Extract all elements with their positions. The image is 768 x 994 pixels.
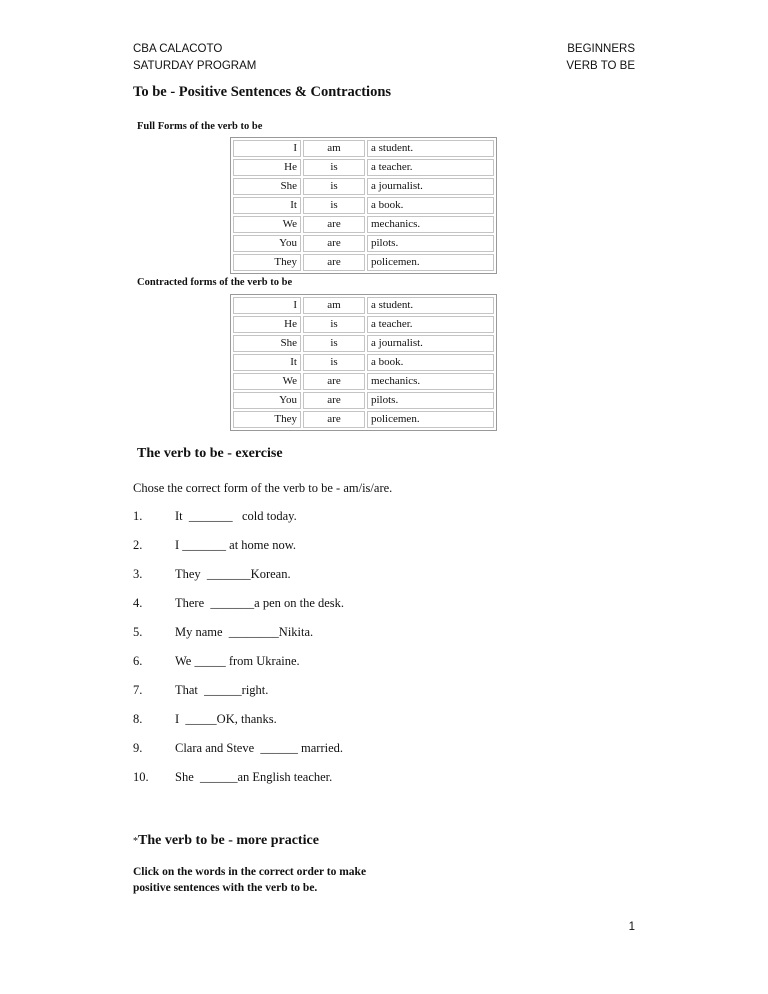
table-row bbox=[233, 235, 494, 252]
table-row bbox=[233, 411, 494, 428]
verb-cell: is bbox=[303, 354, 365, 371]
table-row bbox=[233, 140, 494, 157]
exercise-sentence: We _____ from Ukraine. bbox=[175, 654, 300, 668]
subject-cell: It bbox=[233, 354, 301, 371]
complement-cell: a student. bbox=[367, 297, 494, 314]
complement-cell: policemen. bbox=[367, 411, 494, 428]
exercise-number: 8. bbox=[133, 712, 143, 726]
practice-heading-text: The verb to be - more practice bbox=[138, 833, 319, 848]
practice-instruction-line: positive sentences with the verb to be. bbox=[133, 882, 318, 894]
complement-cell: a teacher. bbox=[367, 159, 494, 176]
table-row bbox=[233, 392, 494, 409]
exercise-number: 10. bbox=[133, 770, 149, 784]
exercise-sentence: I _______ at home now. bbox=[175, 538, 297, 552]
full-forms-label: Full Forms of the verb to be bbox=[137, 121, 263, 132]
complement-cell: a student. bbox=[367, 140, 494, 157]
complement-cell: mechanics. bbox=[367, 373, 494, 390]
exercise-number: 6. bbox=[133, 654, 143, 668]
subject-cell: She bbox=[233, 335, 301, 352]
subject-cell: I bbox=[233, 140, 301, 157]
complement-cell: a book. bbox=[367, 354, 494, 371]
complement-cell: pilots. bbox=[367, 235, 494, 252]
complement-cell: a book. bbox=[367, 197, 494, 214]
verb-cell: is bbox=[303, 335, 365, 352]
table-row bbox=[233, 178, 494, 195]
complement-cell: a journalist. bbox=[367, 178, 494, 195]
table-row bbox=[233, 159, 494, 176]
exercise-heading: The verb to be - exercise bbox=[137, 446, 283, 461]
verb-cell: are bbox=[303, 392, 365, 409]
school-name: CBA CALACOTO bbox=[133, 43, 223, 55]
table-row bbox=[233, 197, 494, 214]
level-name: BEGINNERS bbox=[567, 43, 635, 55]
exercise-number: 9. bbox=[133, 741, 143, 755]
table-row bbox=[233, 354, 494, 371]
exercise-sentence: She ______an English teacher. bbox=[175, 770, 333, 784]
exercise-sentence: They _______Korean. bbox=[175, 567, 291, 581]
complement-cell: a journalist. bbox=[367, 335, 494, 352]
verb-cell: is bbox=[303, 316, 365, 333]
practice-heading bbox=[133, 833, 319, 849]
subject-cell: He bbox=[233, 316, 301, 333]
verb-cell: are bbox=[303, 411, 365, 428]
exercise-sentence: That ______right. bbox=[175, 683, 269, 697]
subject-cell: She bbox=[233, 178, 301, 195]
exercise-number: 3. bbox=[133, 567, 143, 581]
verb-cell: is bbox=[303, 197, 365, 214]
verb-cell: are bbox=[303, 254, 365, 271]
exercise-number: 4. bbox=[133, 596, 143, 610]
subject-cell: We bbox=[233, 216, 301, 233]
subject-cell: They bbox=[233, 411, 301, 428]
topic-name: VERB TO BE bbox=[566, 60, 635, 72]
exercise-number: 5. bbox=[133, 625, 143, 639]
verb-cell: are bbox=[303, 373, 365, 390]
table-row bbox=[233, 373, 494, 390]
exercise-number: 7. bbox=[133, 683, 143, 697]
page-number: 1 bbox=[628, 921, 635, 933]
contracted-forms-label: Contracted forms of the verb to be bbox=[137, 277, 293, 288]
verb-cell: is bbox=[303, 178, 365, 195]
subject-cell: You bbox=[233, 235, 301, 252]
complement-cell: a teacher. bbox=[367, 316, 494, 333]
verb-cell: are bbox=[303, 235, 365, 252]
subject-cell: I bbox=[233, 297, 301, 314]
subject-cell: He bbox=[233, 159, 301, 176]
verb-cell: am bbox=[303, 140, 365, 157]
practice-instruction-line: Click on the words in the correct order to make bbox=[133, 866, 367, 878]
exercise-number: 2. bbox=[133, 538, 143, 552]
exercise-sentence: There _______a pen on the desk. bbox=[175, 596, 345, 610]
table-row bbox=[233, 297, 494, 314]
header-right bbox=[566, 41, 635, 75]
table-row bbox=[233, 316, 494, 333]
subject-cell: It bbox=[233, 197, 301, 214]
table-row bbox=[233, 335, 494, 352]
exercise-sentence: It _______ cold today. bbox=[175, 509, 297, 523]
page-title: To be - Positive Sentences & Contractions bbox=[133, 84, 392, 100]
header-left bbox=[133, 41, 256, 75]
complement-cell: pilots. bbox=[367, 392, 494, 409]
verb-cell: is bbox=[303, 159, 365, 176]
contracted-forms-table bbox=[230, 294, 497, 431]
exercise-instruction: Chose the correct form of the verb to be - am/is/are. bbox=[133, 481, 393, 495]
practice-instruction bbox=[133, 864, 366, 896]
exercise-number: 1. bbox=[133, 509, 143, 523]
subject-cell: You bbox=[233, 392, 301, 409]
subject-cell: They bbox=[233, 254, 301, 271]
table-row bbox=[233, 254, 494, 271]
exercise-sentence: My name ________Nikita. bbox=[175, 625, 314, 639]
verb-cell: am bbox=[303, 297, 365, 314]
exercise-sentence: Clara and Steve ______ married. bbox=[175, 741, 344, 755]
complement-cell: mechanics. bbox=[367, 216, 494, 233]
verb-cell: are bbox=[303, 216, 365, 233]
subject-cell: We bbox=[233, 373, 301, 390]
footnote-star: * bbox=[133, 836, 138, 847]
exercise-sentence: I _____OK, thanks. bbox=[175, 712, 277, 726]
full-forms-table bbox=[230, 137, 497, 274]
program-name: SATURDAY PROGRAM bbox=[133, 60, 257, 72]
complement-cell: policemen. bbox=[367, 254, 494, 271]
table-row bbox=[233, 216, 494, 233]
